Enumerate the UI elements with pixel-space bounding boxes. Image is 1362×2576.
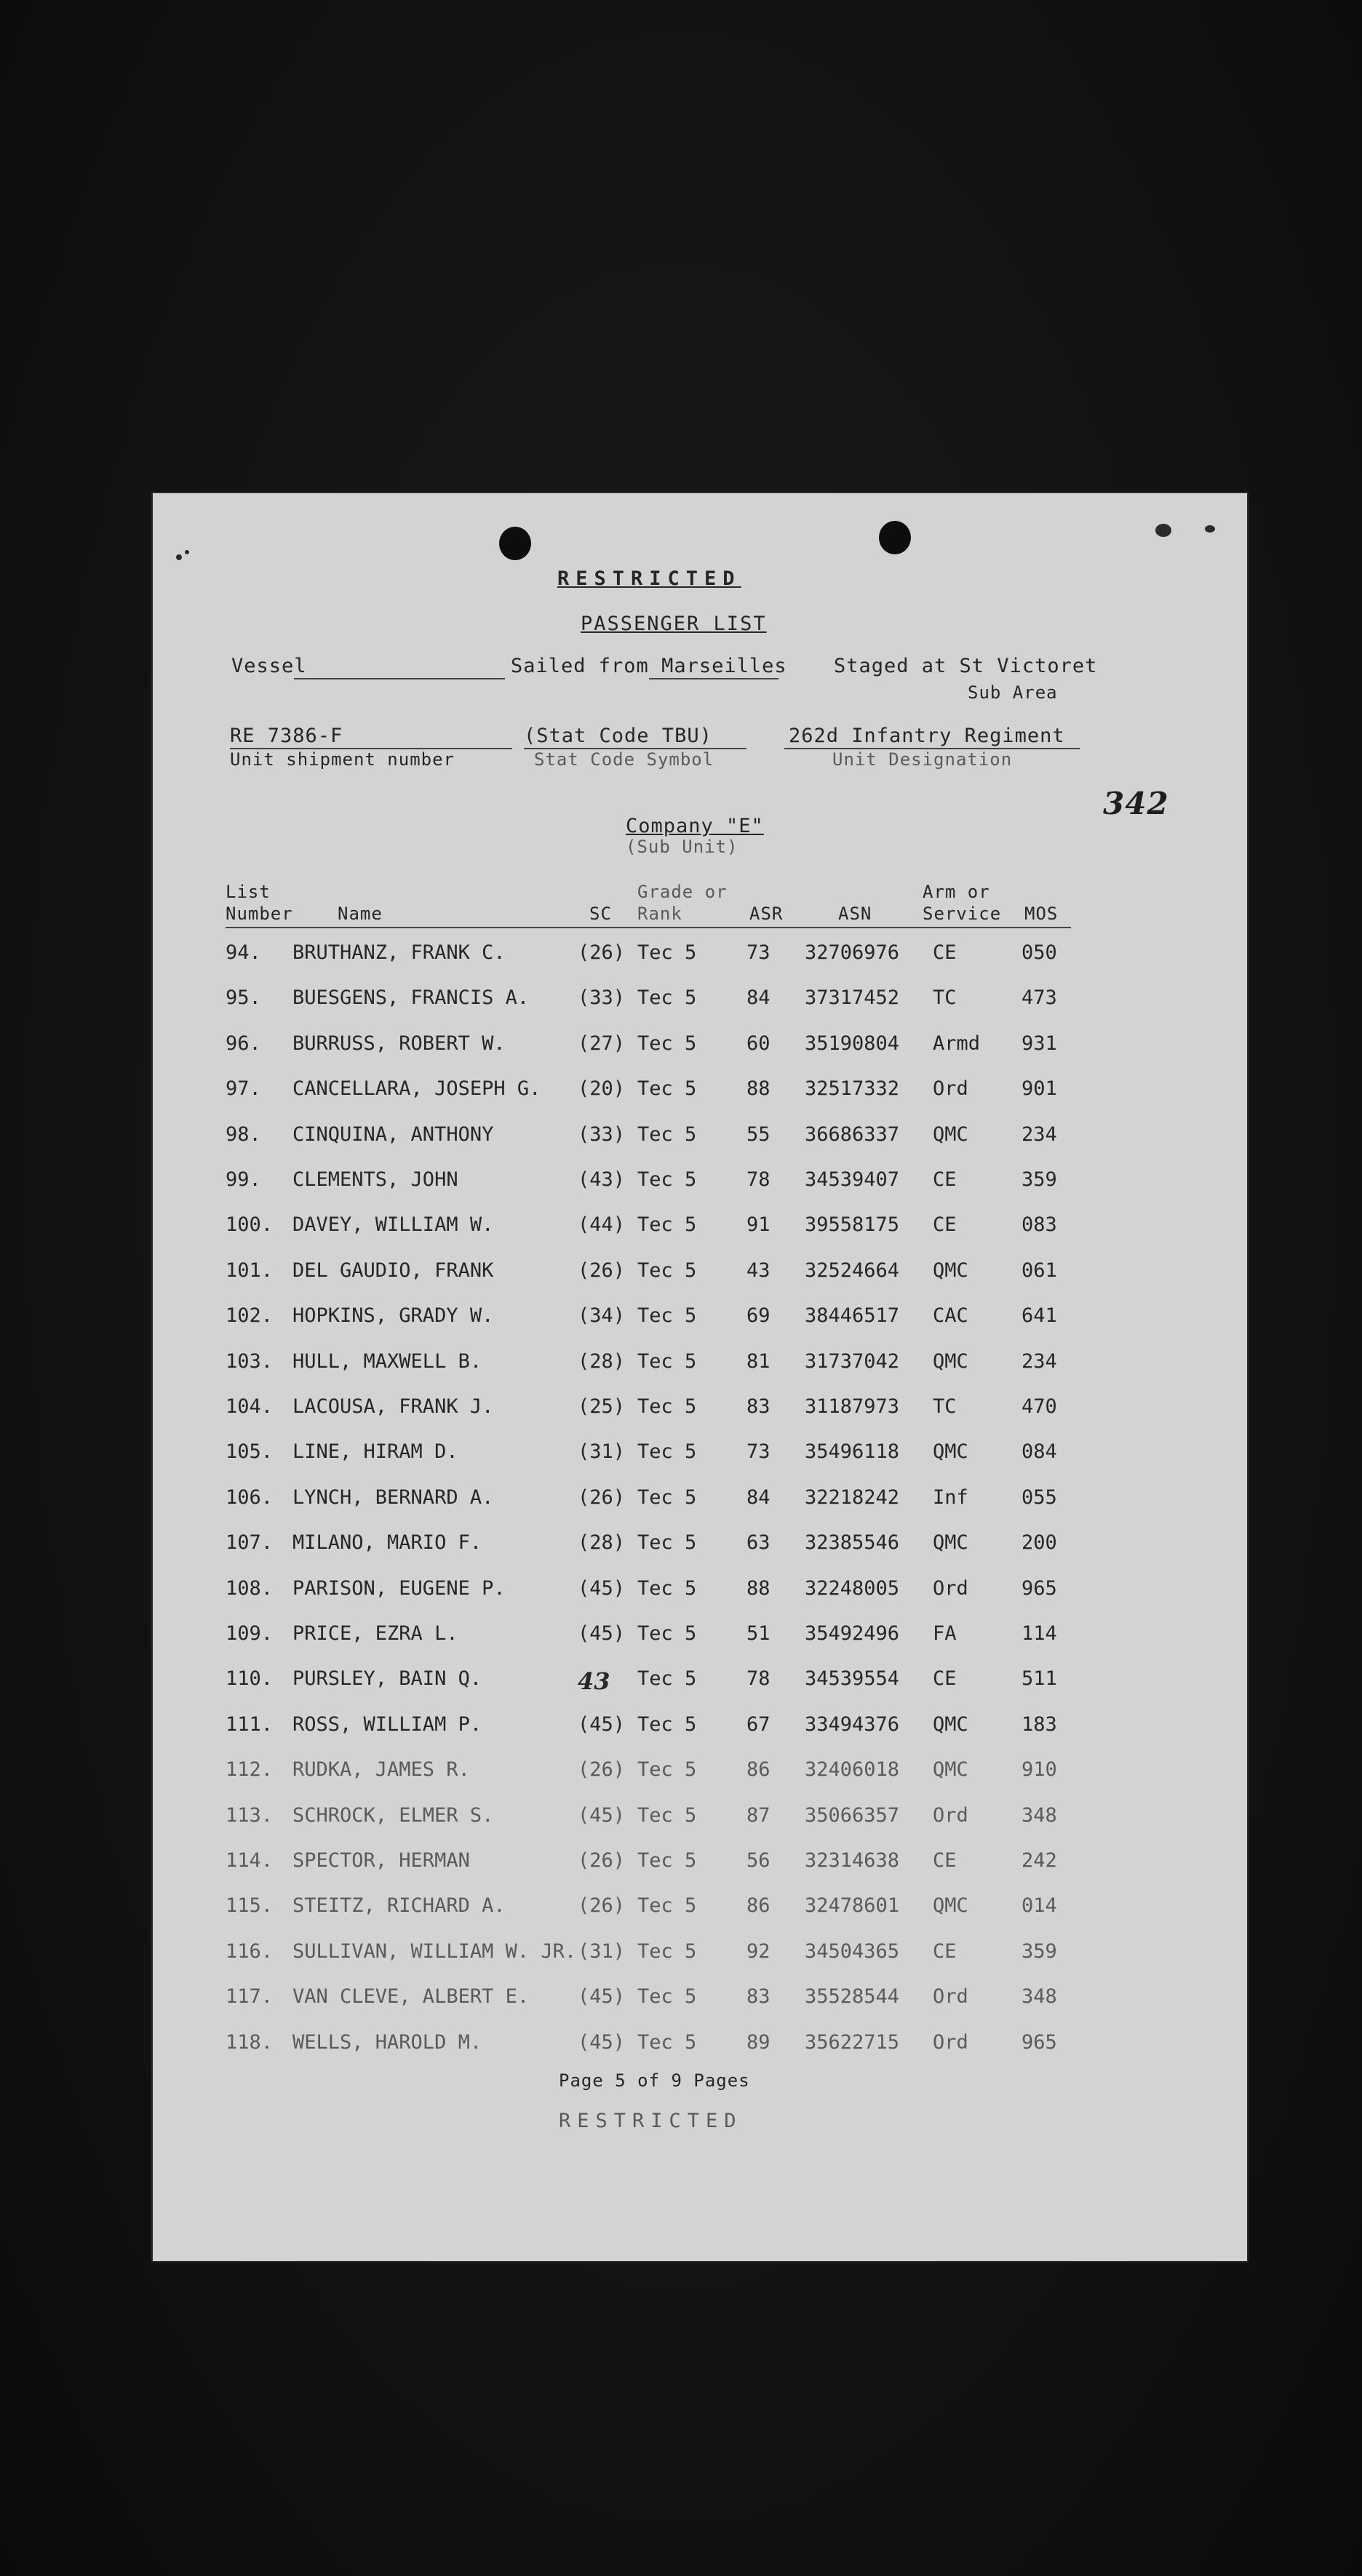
cell-name: LINE, HIRAM D. xyxy=(292,1440,458,1463)
col-name: Name xyxy=(338,904,383,924)
table-row xyxy=(151,1713,1248,1742)
restricted-heading: RESTRICTED xyxy=(557,567,741,590)
cell-asn: 32406018 xyxy=(805,1758,900,1781)
cell-asn: 35622715 xyxy=(805,2031,900,2054)
cell-asr: 55 xyxy=(746,1123,770,1146)
cell-mos: 470 xyxy=(1022,1395,1057,1418)
cell-name: DAVEY, WILLIAM W. xyxy=(292,1213,494,1236)
col-list-number-top: List xyxy=(226,882,271,902)
cell-num: 102. xyxy=(226,1304,274,1327)
cell-sc: (26) xyxy=(578,1758,626,1781)
table-row xyxy=(151,1531,1248,1560)
cell-arm: CE xyxy=(933,1213,957,1236)
cell-asn: 34539554 xyxy=(805,1667,900,1690)
col-asn: ASN xyxy=(838,904,872,924)
cell-num: 94. xyxy=(226,941,261,964)
table-row xyxy=(151,1304,1248,1333)
cell-asn: 35190804 xyxy=(805,1032,900,1055)
cell-grade: Tec 5 xyxy=(637,1213,697,1236)
table-row xyxy=(151,1758,1248,1787)
cell-asr: 87 xyxy=(746,1804,770,1827)
cell-asr: 83 xyxy=(746,1985,770,2008)
cell-num: 114. xyxy=(226,1849,274,1872)
cell-arm: QMC xyxy=(933,1350,968,1373)
cell-num: 112. xyxy=(226,1758,274,1781)
table-row xyxy=(151,1350,1248,1379)
table-row xyxy=(151,1622,1248,1651)
cell-asn: 36686337 xyxy=(805,1123,900,1146)
cell-mos: 014 xyxy=(1022,1894,1057,1917)
col-grade-bottom: Rank xyxy=(637,904,682,924)
header-underline xyxy=(226,927,1071,928)
cell-arm: QMC xyxy=(933,1123,968,1146)
table-row xyxy=(151,2031,1248,2060)
cell-mos: 473 xyxy=(1022,986,1057,1009)
document-page xyxy=(151,492,1248,2262)
cell-sc: (26) xyxy=(578,1486,626,1509)
cell-asr: 56 xyxy=(746,1849,770,1872)
cell-mos: 055 xyxy=(1022,1486,1057,1509)
cell-mos: 965 xyxy=(1022,1577,1057,1600)
cell-mos: 965 xyxy=(1022,2031,1057,2054)
cell-asr: 88 xyxy=(746,1577,770,1600)
cell-asn: 39558175 xyxy=(805,1213,900,1236)
staged-at: Staged at St Victoret xyxy=(834,655,1098,677)
cell-grade: Tec 5 xyxy=(637,1940,697,1963)
cell-arm: TC xyxy=(933,986,957,1009)
cell-name: BUESGENS, FRANCIS A. xyxy=(292,986,530,1009)
cell-asr: 92 xyxy=(746,1940,770,1963)
col-sc: SC xyxy=(589,904,612,924)
restricted-footer: RESTRICTED xyxy=(559,2110,743,2132)
page-of-pages: Page 5 of 9 Pages xyxy=(559,2070,750,2091)
cell-num: 107. xyxy=(226,1531,274,1554)
cell-arm: CE xyxy=(933,1168,957,1191)
cell-grade: Tec 5 xyxy=(637,2031,697,2054)
table-row xyxy=(151,1577,1248,1606)
cell-asr: 88 xyxy=(746,1077,770,1100)
cell-grade: Tec 5 xyxy=(637,986,697,1009)
cell-asn: 34539407 xyxy=(805,1168,900,1191)
table-row xyxy=(151,1486,1248,1515)
cell-asr: 84 xyxy=(746,986,770,1009)
cell-sc: 43 xyxy=(578,1667,610,1695)
cell-asn: 35496118 xyxy=(805,1440,900,1463)
table-row xyxy=(151,1804,1248,1833)
cell-sc: (28) xyxy=(578,1531,626,1554)
handwritten-page-number: 342 xyxy=(1103,786,1169,821)
sailed-from-underline xyxy=(649,678,778,679)
cell-mos: 511 xyxy=(1022,1667,1057,1690)
cell-arm: CAC xyxy=(933,1304,968,1327)
cell-num: 99. xyxy=(226,1168,261,1191)
cell-asn: 32478601 xyxy=(805,1894,900,1917)
cell-name: SPECTOR, HERMAN xyxy=(292,1849,470,1872)
cell-sc: (25) xyxy=(578,1395,626,1418)
table-row xyxy=(151,1259,1248,1288)
table-row xyxy=(151,1940,1248,1969)
cell-asn: 35066357 xyxy=(805,1804,900,1827)
cell-mos: 910 xyxy=(1022,1758,1057,1781)
cell-asn: 35528544 xyxy=(805,1985,900,2008)
cell-num: 96. xyxy=(226,1032,261,1055)
cell-sc: (43) xyxy=(578,1168,626,1191)
table-row xyxy=(151,1667,1248,1696)
cell-name: PARISON, EUGENE P. xyxy=(292,1577,506,1600)
cell-name: SULLIVAN, WILLIAM W. JR. xyxy=(292,1940,577,1963)
cell-mos: 359 xyxy=(1022,1168,1057,1191)
vessel-blank-line xyxy=(294,678,505,679)
cell-arm: CE xyxy=(933,1940,957,1963)
cell-arm: QMC xyxy=(933,1259,968,1282)
cell-mos: 061 xyxy=(1022,1259,1057,1282)
cell-asn: 31737042 xyxy=(805,1350,900,1373)
cell-num: 104. xyxy=(226,1395,274,1418)
cell-sc: (45) xyxy=(578,1804,626,1827)
cell-sc: (45) xyxy=(578,2031,626,2054)
cell-arm: QMC xyxy=(933,1758,968,1781)
cell-grade: Tec 5 xyxy=(637,1713,697,1736)
col-arm-top: Arm or xyxy=(923,882,990,902)
cell-grade: Tec 5 xyxy=(637,1440,697,1463)
col-arm-bottom: Service xyxy=(923,904,1002,924)
cell-mos: 931 xyxy=(1022,1032,1057,1055)
cell-asr: 60 xyxy=(746,1032,770,1055)
cell-name: SCHROCK, ELMER S. xyxy=(292,1804,494,1827)
cell-asn: 32248005 xyxy=(805,1577,900,1600)
cell-sc: (45) xyxy=(578,1985,626,2008)
cell-asr: 69 xyxy=(746,1304,770,1327)
cell-sc: (31) xyxy=(578,1940,626,1963)
table-row xyxy=(151,1123,1248,1152)
cell-asn: 32706976 xyxy=(805,941,900,964)
cell-num: 98. xyxy=(226,1123,261,1146)
cell-sc: (34) xyxy=(578,1304,626,1327)
cell-num: 117. xyxy=(226,1985,274,2008)
table-row xyxy=(151,941,1248,970)
table-row xyxy=(151,1894,1248,1923)
cell-mos: 200 xyxy=(1022,1531,1057,1554)
cell-mos: 114 xyxy=(1022,1622,1057,1645)
cell-mos: 083 xyxy=(1022,1213,1057,1236)
cell-num: 110. xyxy=(226,1667,274,1690)
cell-asr: 43 xyxy=(746,1259,770,1282)
cell-arm: QMC xyxy=(933,1440,968,1463)
cell-sc: (45) xyxy=(578,1577,626,1600)
ink-speck xyxy=(1205,525,1215,533)
table-row xyxy=(151,1440,1248,1470)
cell-name: RUDKA, JAMES R. xyxy=(292,1758,470,1781)
cell-grade: Tec 5 xyxy=(637,1259,697,1282)
cell-sc: (33) xyxy=(578,1123,626,1146)
cell-name: CINQUINA, ANTHONY xyxy=(292,1123,494,1146)
table-row xyxy=(151,1168,1248,1197)
cell-grade: Tec 5 xyxy=(637,1531,697,1554)
cell-grade: Tec 5 xyxy=(637,1622,697,1645)
cell-sc: (45) xyxy=(578,1622,626,1645)
cell-name: LACOUSA, FRANK J. xyxy=(292,1395,494,1418)
cell-grade: Tec 5 xyxy=(637,1758,697,1781)
cell-sc: (26) xyxy=(578,941,626,964)
cell-name: WELLS, HAROLD M. xyxy=(292,2031,482,2054)
cell-mos: 183 xyxy=(1022,1713,1057,1736)
table-row xyxy=(151,1395,1248,1424)
unit-shipment-label: Unit shipment number xyxy=(230,749,455,770)
cell-sc: (26) xyxy=(578,1894,626,1917)
cell-name: CLEMENTS, JOHN xyxy=(292,1168,458,1191)
cell-sc: (27) xyxy=(578,1032,626,1055)
cell-name: PURSLEY, BAIN Q. xyxy=(292,1667,482,1690)
cell-asr: 81 xyxy=(746,1350,770,1373)
cell-mos: 348 xyxy=(1022,1985,1057,2008)
cell-asr: 84 xyxy=(746,1486,770,1509)
cell-asn: 31187973 xyxy=(805,1395,900,1418)
stat-code-label: Stat Code Symbol xyxy=(534,749,714,770)
cell-name: STEITZ, RICHARD A. xyxy=(292,1894,506,1917)
cell-asr: 63 xyxy=(746,1531,770,1554)
cell-arm: FA xyxy=(933,1622,957,1645)
cell-name: CANCELLARA, JOSEPH G. xyxy=(292,1077,541,1100)
cell-name: PRICE, EZRA L. xyxy=(292,1622,458,1645)
unit-designation-value: 262d Infantry Regiment xyxy=(789,725,1065,747)
unit-shipment-value: RE 7386-F xyxy=(230,725,343,747)
cell-sc: (44) xyxy=(578,1213,626,1236)
cell-num: 115. xyxy=(226,1894,274,1917)
sailed-from: Sailed from Marseilles xyxy=(511,655,787,677)
cell-arm: CE xyxy=(933,941,957,964)
cell-name: HULL, MAXWELL B. xyxy=(292,1350,482,1373)
cell-mos: 359 xyxy=(1022,1940,1057,1963)
cell-mos: 242 xyxy=(1022,1849,1057,1872)
cell-mos: 641 xyxy=(1022,1304,1057,1327)
cell-num: 106. xyxy=(226,1486,274,1509)
cell-grade: Tec 5 xyxy=(637,1804,697,1827)
cell-arm: Ord xyxy=(933,1985,968,2008)
cell-sc: (20) xyxy=(578,1077,626,1100)
cell-arm: QMC xyxy=(933,1713,968,1736)
cell-asr: 91 xyxy=(746,1213,770,1236)
cell-num: 103. xyxy=(226,1350,274,1373)
cell-num: 108. xyxy=(226,1577,274,1600)
cell-num: 111. xyxy=(226,1713,274,1736)
cell-num: 116. xyxy=(226,1940,274,1963)
table-row xyxy=(151,1213,1248,1243)
cell-mos: 234 xyxy=(1022,1350,1057,1373)
cell-grade: Tec 5 xyxy=(637,1123,697,1146)
vessel-label: Vessel xyxy=(231,655,307,677)
cell-name: ROSS, WILLIAM P. xyxy=(292,1713,482,1736)
cell-grade: Tec 5 xyxy=(637,1486,697,1509)
cell-asn: 32314638 xyxy=(805,1849,900,1872)
cell-num: 109. xyxy=(226,1622,274,1645)
cell-sc: (33) xyxy=(578,986,626,1009)
cell-arm: Ord xyxy=(933,1804,968,1827)
cell-arm: Armd xyxy=(933,1032,981,1055)
cell-asr: 86 xyxy=(746,1894,770,1917)
col-grade-top: Grade or xyxy=(637,882,728,902)
punch-hole-left xyxy=(499,527,531,560)
cell-arm: Inf xyxy=(933,1486,968,1509)
cell-num: 105. xyxy=(226,1440,274,1463)
cell-grade: Tec 5 xyxy=(637,1894,697,1917)
cell-num: 100. xyxy=(226,1213,274,1236)
sub-area-label: Sub Area xyxy=(968,682,1058,703)
cell-grade: Tec 5 xyxy=(637,1577,697,1600)
cell-name: MILANO, MARIO F. xyxy=(292,1531,482,1554)
cell-asn: 35492496 xyxy=(805,1622,900,1645)
cell-asr: 86 xyxy=(746,1758,770,1781)
cell-arm: QMC xyxy=(933,1894,968,1917)
table-row xyxy=(151,1985,1248,2014)
cell-name: HOPKINS, GRADY W. xyxy=(292,1304,494,1327)
cell-asr: 89 xyxy=(746,2031,770,2054)
stat-code-value: (Stat Code TBU) xyxy=(524,725,712,747)
cell-grade: Tec 5 xyxy=(637,1350,697,1373)
cell-arm: CE xyxy=(933,1667,957,1690)
cell-asr: 73 xyxy=(746,1440,770,1463)
ink-speck xyxy=(176,554,182,560)
cell-name: BRUTHANZ, FRANK C. xyxy=(292,941,506,964)
col-asr: ASR xyxy=(749,904,784,924)
cell-asn: 37317452 xyxy=(805,986,900,1009)
sub-unit-label: (Sub Unit) xyxy=(626,837,738,857)
table-row xyxy=(151,986,1248,1016)
cell-name: VAN CLEVE, ALBERT E. xyxy=(292,1985,530,2008)
ink-speck xyxy=(185,550,189,554)
cell-mos: 234 xyxy=(1022,1123,1057,1146)
col-list-number-bottom: Number xyxy=(226,904,293,924)
cell-sc: (28) xyxy=(578,1350,626,1373)
cell-grade: Tec 5 xyxy=(637,1667,697,1690)
cell-arm: TC xyxy=(933,1395,957,1418)
cell-num: 118. xyxy=(226,2031,274,2054)
cell-grade: Tec 5 xyxy=(637,1849,697,1872)
cell-asn: 34504365 xyxy=(805,1940,900,1963)
company-heading: Company "E" xyxy=(626,815,764,837)
table-row xyxy=(151,1077,1248,1106)
cell-asn: 38446517 xyxy=(805,1304,900,1327)
table-row xyxy=(151,1849,1248,1878)
cell-grade: Tec 5 xyxy=(637,1032,697,1055)
cell-sc: (31) xyxy=(578,1440,626,1463)
cell-grade: Tec 5 xyxy=(637,941,697,964)
cell-asr: 51 xyxy=(746,1622,770,1645)
cell-grade: Tec 5 xyxy=(637,1985,697,2008)
cell-asr: 83 xyxy=(746,1395,770,1418)
cell-name: BURRUSS, ROBERT W. xyxy=(292,1032,506,1055)
cell-num: 97. xyxy=(226,1077,261,1100)
cell-grade: Tec 5 xyxy=(637,1395,697,1418)
cell-asr: 73 xyxy=(746,941,770,964)
unit-designation-label: Unit Designation xyxy=(832,749,1013,770)
cell-mos: 084 xyxy=(1022,1440,1057,1463)
cell-name: LYNCH, BERNARD A. xyxy=(292,1486,494,1509)
cell-asn: 33494376 xyxy=(805,1713,900,1736)
table-row xyxy=(151,1032,1248,1061)
cell-sc: (45) xyxy=(578,1713,626,1736)
cell-grade: Tec 5 xyxy=(637,1168,697,1191)
cell-num: 95. xyxy=(226,986,261,1009)
cell-arm: Ord xyxy=(933,1577,968,1600)
cell-grade: Tec 5 xyxy=(637,1304,697,1327)
cell-num: 113. xyxy=(226,1804,274,1827)
ink-speck xyxy=(1155,524,1171,537)
cell-arm: Ord xyxy=(933,2031,968,2054)
cell-arm: QMC xyxy=(933,1531,968,1554)
cell-mos: 348 xyxy=(1022,1804,1057,1827)
cell-mos: 901 xyxy=(1022,1077,1057,1100)
cell-sc: (26) xyxy=(578,1259,626,1282)
cell-sc: (26) xyxy=(578,1849,626,1872)
cell-asn: 32524664 xyxy=(805,1259,900,1282)
cell-arm: Ord xyxy=(933,1077,968,1100)
cell-mos: 050 xyxy=(1022,941,1057,964)
cell-asn: 32385546 xyxy=(805,1531,900,1554)
cell-asn: 32218242 xyxy=(805,1486,900,1509)
passenger-list-title: PASSENGER LIST xyxy=(581,613,767,635)
cell-name: DEL GAUDIO, FRANK xyxy=(292,1259,494,1282)
cell-asr: 78 xyxy=(746,1667,770,1690)
col-mos: MOS xyxy=(1024,904,1059,924)
cell-arm: CE xyxy=(933,1849,957,1872)
cell-num: 101. xyxy=(226,1259,274,1282)
cell-asn: 32517332 xyxy=(805,1077,900,1100)
cell-asr: 78 xyxy=(746,1168,770,1191)
punch-hole-right xyxy=(879,521,911,554)
cell-grade: Tec 5 xyxy=(637,1077,697,1100)
cell-asr: 67 xyxy=(746,1713,770,1736)
